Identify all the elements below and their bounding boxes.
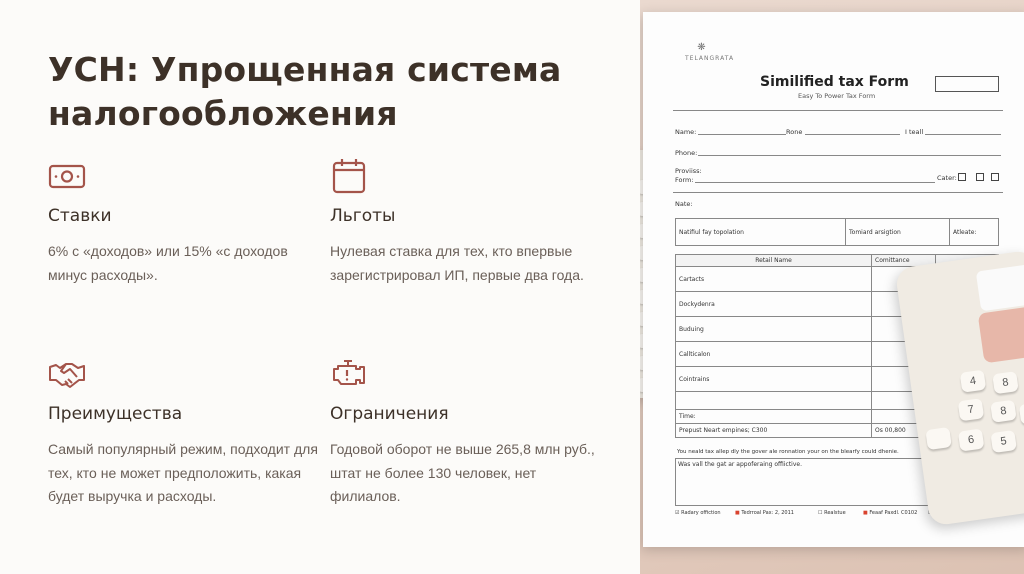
calc-key: 7 [958,398,985,421]
field-line [698,134,786,135]
calc-key [1019,402,1024,425]
handshake-icon [48,356,86,392]
field-label: Form: [675,176,694,184]
feature-heading: Преимущества [48,404,183,424]
feature-rates [48,158,318,287]
calc-key: 6 [958,428,985,451]
feature-text: Годовой оборот не выше 265,8 млн руб., штат не более 130 человек, нет филиалов. [330,441,595,504]
field-label: Name: [675,128,697,136]
feature-benefits [330,158,600,287]
field-line [805,134,900,135]
table-cell: Natifiul fay topolation [676,219,846,246]
form-subtitle: Easy To Power Tax Form [798,92,876,100]
form-title: Similified tax Form [760,74,909,90]
table-header: Retail Name [676,255,872,267]
calendar-icon [330,158,368,194]
table-cell: Atleate: [950,219,999,246]
form-table-header [675,218,999,246]
feature-text: Нулевая ставка для тех, кто впервые зарегистрировал ИП, первые два года. [330,243,584,283]
form-id-box [935,76,999,92]
feature-advantages [48,356,318,509]
feature-text: Самый популярный режим, подходит для тех, кто не может предположить, какая будет выручка и расходы. [48,441,318,504]
table-row: Os 00,800 [872,424,999,438]
engine-warning-icon [330,356,368,392]
field-label: I teall [905,128,924,136]
tax-form-photo [640,0,1024,574]
field-line [695,182,935,183]
table-row: Dockydenra [676,292,872,317]
feature-heading: Ставки [48,206,112,226]
table-row: Cartacts [676,267,872,292]
logo-mark-icon: ❋ [697,42,707,53]
feature-text: 6% с «доходов» или 15% «с доходов минус расходы». [48,243,288,283]
feature-limitations [330,356,600,509]
table-row: Buduing [676,317,872,342]
checkbox [976,173,984,181]
form-note: You neald tax allep dly the gover ale ronnation your on the blearfy could dhenie. [677,449,899,455]
footer-item: ☑ Radary offiction [675,510,721,516]
table-row: Time: [676,410,872,424]
table-row: Cointrains [676,367,872,392]
calc-key [925,427,952,450]
divider [673,192,1003,193]
form-logo [685,42,735,62]
field-label: Nate: [675,200,693,208]
field-line [698,155,1001,156]
calc-key: 8 [992,371,1019,394]
field-line [925,134,1001,135]
checkbox [958,173,966,181]
field-label: Proviiss: [675,167,702,175]
calc-screen [976,263,1024,311]
field-label: Cater: [937,174,957,182]
divider [673,110,1003,111]
table-row [676,392,872,410]
table-cell: Tomiard arsigtion [846,219,950,246]
field-label: Rone [786,128,803,136]
table-row: Callticalon [676,342,872,367]
slide-title: УСН: Упрощенная система налогообложения [48,50,562,133]
checkbox [991,173,999,181]
footer-item: ☐ Realstue [818,510,846,516]
table-header: Comittance [872,255,936,267]
money-icon [48,158,86,194]
feature-heading: Ограничения [330,404,449,424]
table-row: Prepust Neart empines; C300 [676,424,872,438]
calc-key: 8 [990,400,1017,423]
calc-key: 5 [990,430,1017,453]
feature-heading: Льготы [330,206,396,226]
calc-pink-panel [978,306,1024,364]
footer-item: ■ Tedrroal Pax: 2, 2011 [735,510,794,516]
form-note: Was vall the gat ar appoferaing offiictive. [678,461,802,468]
calc-key: 4 [960,370,987,393]
footer-item: ■ Feaaf Paxdl. C0102 [863,510,918,516]
logo-text: TELANGRATA [685,55,735,62]
field-label: Phone: [675,149,698,157]
